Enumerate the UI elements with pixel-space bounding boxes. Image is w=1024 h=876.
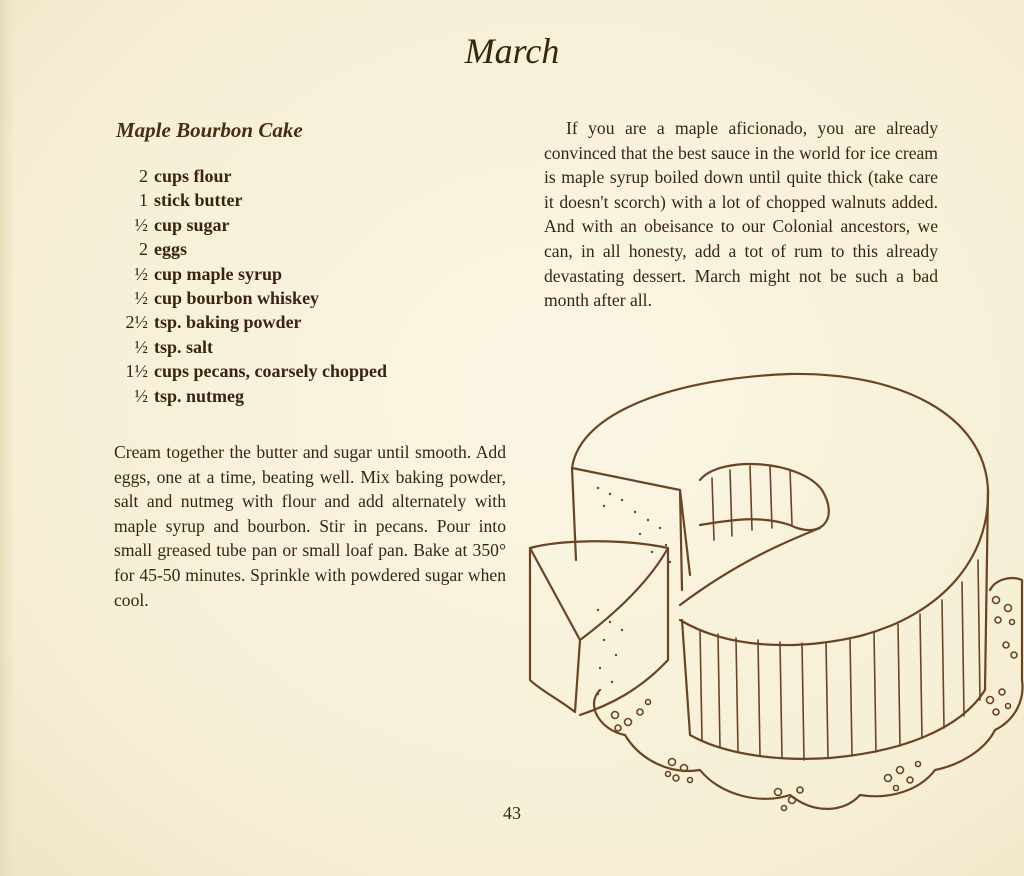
ingredient-name: cup sugar [154, 214, 230, 235]
ingredient-row [100, 190, 387, 214]
ingredient-name: cup maple syrup [154, 263, 283, 284]
ingredient-row [100, 215, 387, 239]
ingredient-quantity: 2½ [125, 312, 148, 333]
ingredient-name: eggs [154, 239, 187, 260]
cake-tube-hole [700, 464, 829, 530]
recipe-title: Maple Bourbon Cake [116, 118, 303, 142]
ingredient-quantity: 1½ [125, 361, 148, 382]
cake-cut-top-edge [680, 528, 820, 605]
ingredient-row [100, 361, 387, 385]
ingredient-quantity: 1 [139, 190, 148, 211]
cake-top [572, 374, 988, 645]
cake-illustration [520, 360, 1024, 840]
ingredient-row [100, 264, 387, 288]
month-heading: March [464, 31, 560, 71]
page-number: 43 [503, 803, 521, 823]
ingredient-name: tsp. salt [154, 336, 214, 357]
ingredient-name: cup bourbon whiskey [154, 287, 320, 308]
ingredient-name: stick butter [154, 190, 243, 211]
ingredient-row [100, 337, 387, 361]
ingredient-name: cups pecans, coarsely chopped [154, 361, 388, 382]
ingredient-row [100, 288, 387, 312]
ingredient-list [100, 166, 387, 410]
ingredient-quantity: ½ [134, 287, 148, 308]
recipe-method: Cream together the butter and sugar until smooth. Add eggs, one at a time, beating well. Mix baking powder, salt and nutmeg with flour and add alternately with maple syrup and bourbon. Stir in pecans. Pour into small greased tube pan or small loaf pan. Bake at 350° for 45-50 minutes. Sprinkle with powdered sugar when cool. [114, 442, 506, 610]
cake-slice [530, 541, 668, 715]
ingredient-row [100, 386, 387, 410]
ingredient-row [100, 312, 387, 336]
cake-cut-face-left [572, 468, 690, 590]
page-spine-shadow [0, 0, 14, 876]
crumb-dots [597, 487, 671, 695]
maple-note-paragraph: If you are a maple aficionado, you are already convinced that the best sauce in the world for ice cream is maple syrup boiled down until quite thick (take care it doesn't scorch) with a lot of chopped walnuts added. And with an obeisance to our Colonial ancestors, we can, in all honesty, add a tot of rum to this already devastating dessert. March might not be such a bad month after all. [544, 118, 938, 311]
ingredient-quantity: ½ [134, 214, 148, 235]
doily-holes [612, 597, 1018, 811]
ingredient-name: tsp. nutmeg [154, 385, 245, 406]
ingredient-name: tsp. baking powder [154, 312, 302, 333]
ingredient-quantity: 2 [139, 239, 148, 260]
ingredient-quantity: 2 [139, 166, 148, 186]
doily-outline [594, 578, 1023, 809]
ingredient-row [100, 239, 387, 263]
ingredient-quantity: ½ [134, 263, 148, 284]
ingredient-quantity: ½ [134, 385, 148, 406]
ingredient-quantity: ½ [134, 336, 148, 357]
ingredient-row [100, 166, 387, 190]
ingredient-name: cups flour [154, 166, 232, 186]
cake-side-lines [700, 466, 980, 760]
